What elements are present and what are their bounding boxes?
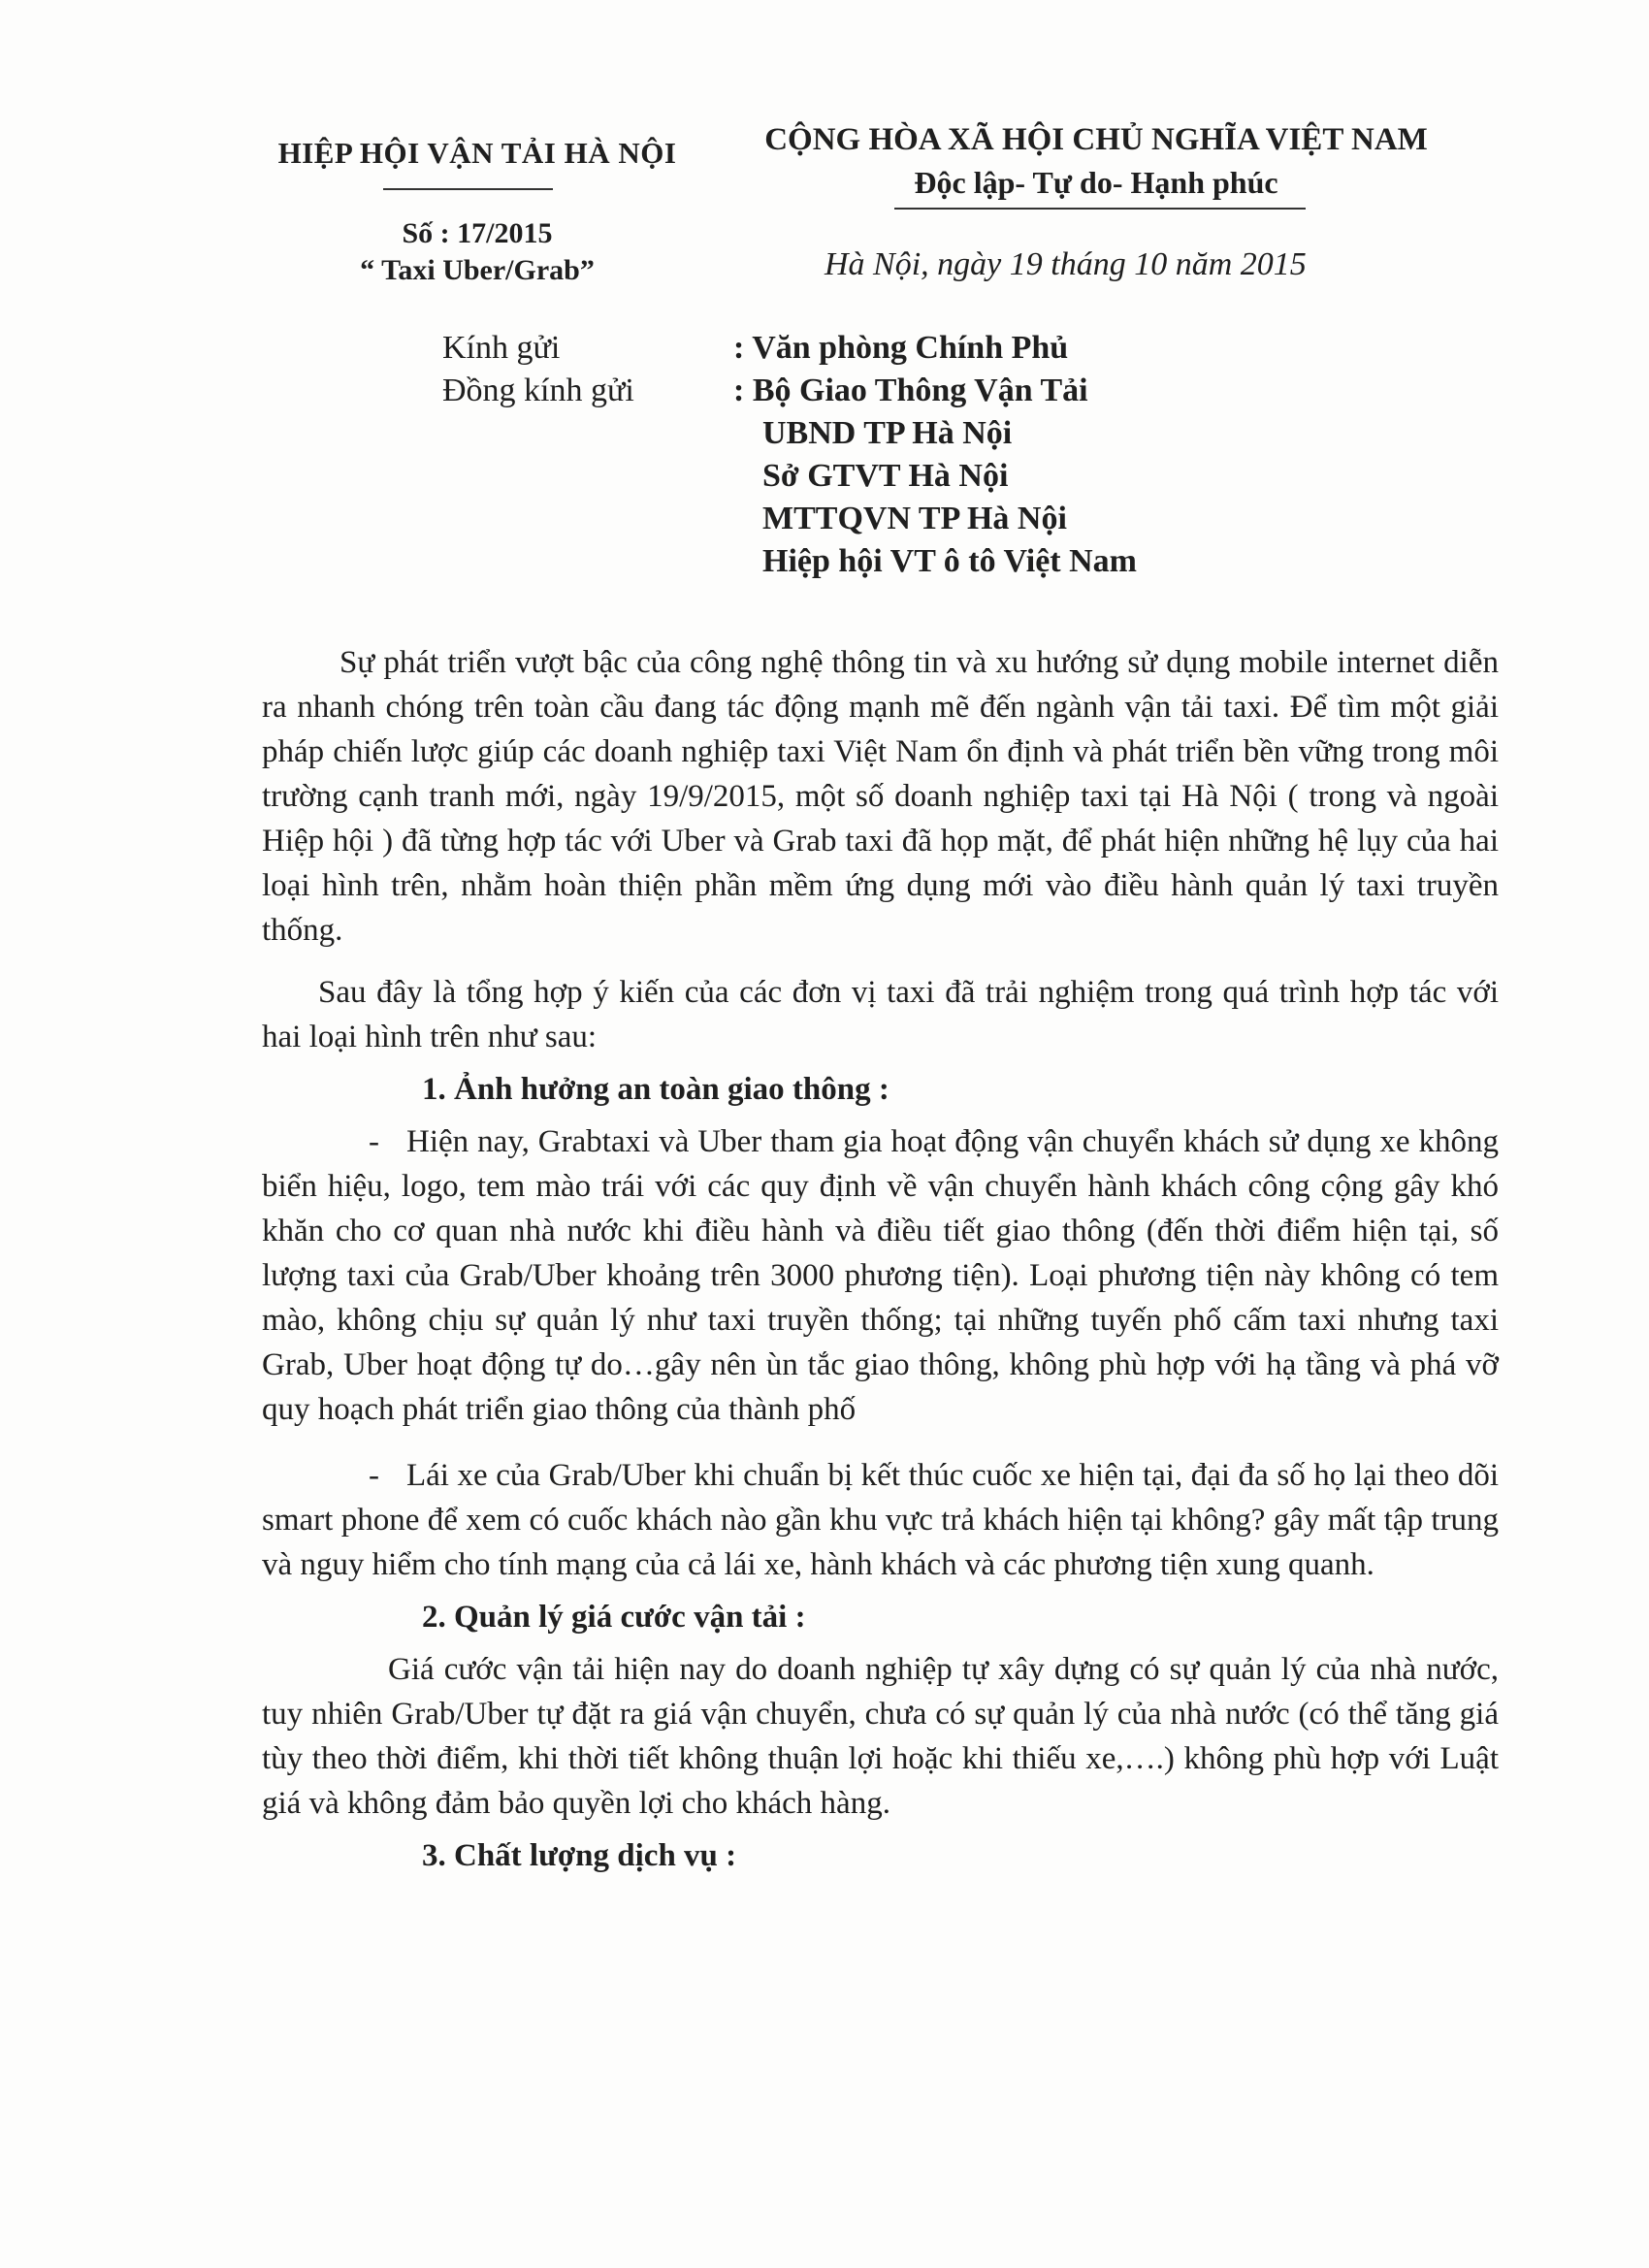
- section-3-heading: 3. Chất lượng dịch vụ :: [422, 1838, 737, 1873]
- bullet-text: Lái xe của Grab/Uber khi chuẩn bị kết thúc cuốc xe hiện tại, đại đa số họ lại theo dõi smart phone để xem có cuốc khách nào gần khu vực trả khách hiện tại không? gây mất tập trung và nguy hiểm cho tính mạng của cả lái xe, hành khách và các phương tiện xung quanh.: [262, 1458, 1499, 1582]
- document-date: Hà Nội, ngày 19 tháng 10 năm 2015: [824, 246, 1307, 282]
- organization-underline: [383, 188, 553, 190]
- recipient-row: [442, 501, 1509, 543]
- bullet-text: Hiện nay, Grabtaxi và Uber tham gia hoạt động vận chuyển khách sử dụng xe không biển hiệu, logo, tem mào trái với các quy định về vận chuyển hành khách công cộng gây khó khăn cho cơ quan nhà nước khi điều hành và điều tiết giao thông (đến thời điểm hiện tại, số lượng taxi của Grab/Uber khoảng trên 3000 phương tiện). Loại phương tiện này không có tem mào, không chịu sự quản lý như taxi truyền thống; tại những tuyến phố cấm taxi nhưng taxi Grab, Uber hoạt động tự do…gây nên ùn tắc giao thông, không phù hợp với hạ tầng và phá vỡ quy hoạch phát triển giao thông của thành phố: [262, 1124, 1499, 1427]
- cc-value: UBND TP Hà Nội: [762, 415, 1013, 451]
- section-2-heading: 2. Quản lý giá cước vận tải :: [422, 1600, 806, 1635]
- document-body: [262, 640, 1499, 1886]
- recipients-block: [442, 330, 1509, 586]
- national-title: CỘNG HÒA XÃ HỘI CHỦ NGHĨA VIỆT NAM: [764, 122, 1428, 157]
- document-number: Số : 17/2015: [402, 217, 553, 249]
- motto-underline: [894, 208, 1306, 210]
- cc-value: Hiệp hội VT ô tô Việt Nam: [762, 543, 1137, 579]
- recipient-row: [442, 330, 1509, 373]
- bullet-dash: -: [369, 1458, 379, 1493]
- section-2-paragraph: Giá cước vận tải hiện nay do doanh nghiệp tự xây dựng có sự quản lý của nhà nước, tuy nhiên Grab/Uber tự đặt ra giá vận chuyển, chưa có sự quản lý của nhà nước (có thể tăng giá tùy theo thời điểm, khi thời tiết không thuận lợi hoặc khi thiếu xe,….) không phù hợp với Luật giá và không đảm bảo quyền lợi cho khách hàng.: [262, 1652, 1499, 1821]
- intro-paragraph: Sự phát triển vượt bậc của công nghệ thông tin và xu hướng sử dụng mobile internet diễn ra nhanh chóng trên toàn cầu đang tác động mạnh mẽ đến ngành vận tải taxi. Để tìm một giải pháp chiến lược giúp các doanh nghiệp taxi Việt Nam ổn định và phát triển bền vững trong môi trường cạnh tranh mới, ngày 19/9/2015, một số doanh nghiệp taxi tại Hà Nội ( trong và ngoài Hiệp hội ) đã từng hợp tác với Uber và Grab taxi đã họp mặt, để phát hiện những hệ lụy của hai loại hình trên, nhằm hoàn thiện phần mềm ứng dụng mới vào điều hành quản lý taxi truyền thống.: [262, 645, 1499, 948]
- document-subject: “ Taxi Uber/Grab”: [360, 254, 595, 286]
- cc-value: Sở GTVT Hà Nội: [762, 458, 1009, 494]
- section-1-bullet: [262, 1119, 1499, 1432]
- recipient-row: [442, 543, 1509, 586]
- recipient-row: [442, 415, 1509, 458]
- national-motto: Độc lập- Tự do- Hạnh phúc: [914, 165, 1278, 200]
- section-1-heading: 1. Ảnh hưởng an toàn giao thông :: [422, 1072, 889, 1107]
- organization-name: HIỆP HỘI VẬN TẢI HÀ NỘI: [277, 136, 677, 170]
- cc-value: : Bộ Giao Thông Vận Tải: [733, 373, 1088, 408]
- cc-value: MTTQVN TP Hà Nội: [762, 501, 1067, 536]
- recipient-row: [442, 373, 1509, 415]
- summary-paragraph: Sau đây là tổng hợp ý kiến của các đơn vị taxi đã trải nghiệm trong quá trình hợp tác với hai loại hình trên như sau:: [262, 975, 1499, 1054]
- to-value: : Văn phòng Chính Phủ: [733, 330, 1069, 366]
- cc-label: Đồng kính gửi: [442, 373, 634, 408]
- section-1-bullet: [262, 1453, 1499, 1587]
- recipient-row: [442, 458, 1509, 501]
- to-label: Kính gửi: [442, 330, 561, 366]
- bullet-dash: -: [369, 1124, 379, 1159]
